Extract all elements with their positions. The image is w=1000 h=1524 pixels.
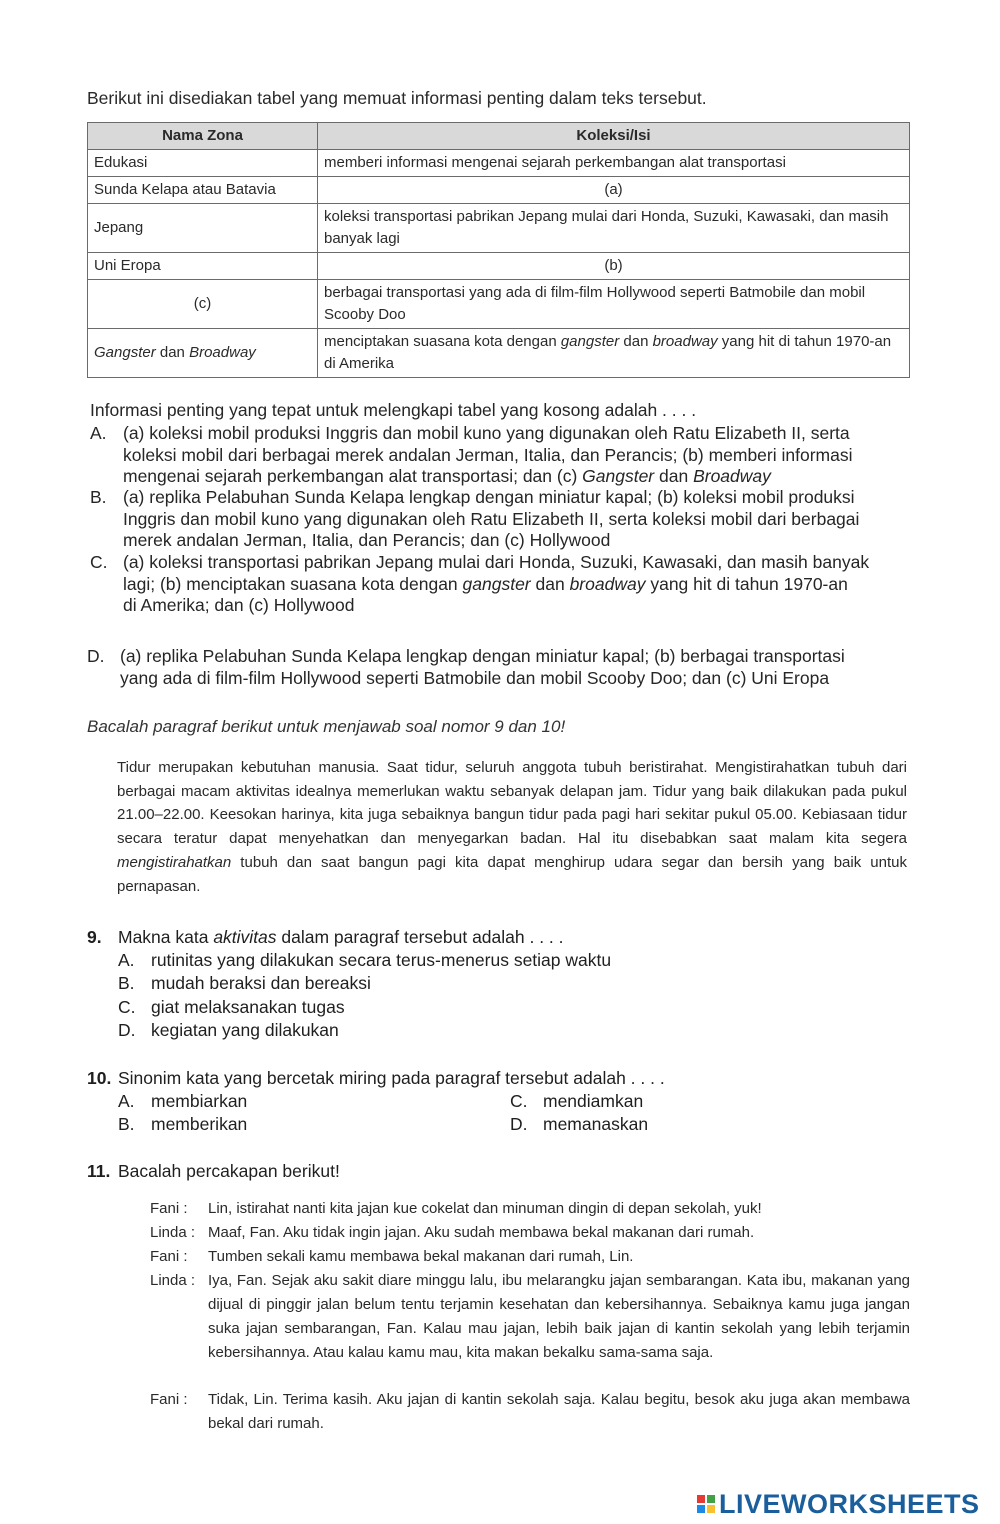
q8-option-c[interactable] (90, 552, 910, 618)
table-cell-isi: (a) (318, 177, 910, 204)
dialog-line (150, 1388, 910, 1436)
zona-text: dan (155, 344, 190, 361)
option-line: koleksi mobil dari berbagai merek andalan Jerman, Italia, dan Perancis; (b) memberi informasi (123, 444, 853, 465)
intro-text: Berikut ini disediakan tabel yang memuat informasi penting dalam teks tersebut. (87, 88, 707, 108)
logo-icon (697, 1495, 715, 1513)
option-line: mengenai sejarah perkembangan alat transportasi; dan (c) Gangster dan Broadway (123, 466, 771, 486)
table-header: Koleksi/Isi (318, 123, 910, 150)
q8-option-b[interactable] (90, 487, 910, 553)
option-letter: A. (90, 423, 107, 443)
option-line: (a) replika Pelabuhan Sunda Kelapa lengkap dengan miniatur kapal; (b) berbagai transportasi (120, 646, 845, 666)
table-row (88, 204, 910, 253)
utterance: Tumben sekali kamu membawa bekal makanan dari rumah, Lin. (208, 1248, 634, 1265)
table-row (88, 150, 910, 177)
option-letter: D. (87, 646, 105, 666)
isi-text: dan (619, 333, 653, 350)
q10-question: Sinonim kata yang bercetak miring pada paragraf tersebut adalah . . . . (118, 1068, 665, 1088)
q9-option-c[interactable]: C. giat melaksanakan tugas (118, 997, 345, 1017)
utterance: Tidak, Lin. Terima kasih. Aku jajan di kantin sekolah saja. Kalau begitu, besok aku juga akan membawa bekal dari rumah. (208, 1391, 910, 1432)
q10-option-b[interactable]: B. memberikan (118, 1114, 248, 1134)
table-cell-zona: Uni Eropa (88, 253, 318, 280)
table-row (88, 329, 910, 378)
utterance: Lin, istirahat nanti kita jajan kue cokelat dan minuman dingin di depan sekolah, yuk! (208, 1200, 762, 1217)
isi-text: yang hit di tahun 1970-an di Amerika (324, 333, 892, 372)
table-row (88, 177, 910, 204)
table-cell-isi: berbagai transportasi yang ada di film-film Hollywood seperti Batmobile dan mobil Scooby Doo (318, 280, 910, 329)
table-cell-zona: Edukasi (88, 150, 318, 177)
zona-italic: Broadway (189, 344, 256, 361)
table-row (88, 253, 910, 280)
isi-text: menciptakan suasana kota dengan (324, 333, 561, 350)
option-line: lagi; (b) menciptakan suasana kota dengan gangster dan broadway yang hit di tahun 1970-an (123, 573, 848, 594)
dialog-line (150, 1221, 910, 1245)
dialog-line (150, 1245, 910, 1269)
option-line: di Amerika; dan (c) Hollywood (123, 595, 355, 615)
table-header-row (88, 123, 910, 150)
option-line: (a) koleksi mobil produksi Inggris dan mobil kuno yang digunakan oleh Ratu Elizabeth II, serta (123, 423, 850, 443)
q9-number: 9. (87, 927, 102, 947)
italic-word: mengistirahatkan (117, 853, 232, 871)
speaker: Linda : (150, 1272, 196, 1289)
q10-option-a[interactable]: A. membiarkan (118, 1091, 248, 1111)
utterance: Maaf, Fan. Aku tidak ingin jajan. Aku sudah membawa bekal makanan dari rumah. (208, 1224, 755, 1241)
speaker: Linda : (150, 1224, 196, 1241)
q8-option-a[interactable] (90, 423, 910, 489)
option-letter: C. (90, 552, 108, 572)
q8-question: Informasi penting yang tepat untuk melengkapi tabel yang kosong adalah . . . . (90, 400, 697, 420)
liveworksheets-logo[interactable] (697, 1488, 980, 1520)
q11-number: 11. (87, 1161, 111, 1181)
reading-paragraph: Tidur merupakan kebutuhan manusia. Saat tidur, seluruh anggota tubuh beristirahat. Mengistirahatkan tubuh dari berbagai macam aktivitas idealnya memerlukan waktu sebanyak delapan jam. Tidur yang baik dilakukan pada pukul 21.00–22.00. Keesokan harinya, kita juga sebaiknya bangun tidur pada pagi hari sekitar pukul 05.00. Kebiasaan tidur secara teratur dapat menyehatkan dan menyegarkan badan. Hal itu disebabkan saat malam kita segera mengistirahatkan tubuh dan saat bangun pagi kita dapat menghirup udara segar dan bersih yang baik untuk pernapasan. (117, 759, 907, 895)
q10-number: 10. (87, 1068, 112, 1088)
table-cell-isi (318, 329, 910, 378)
dialog-line (150, 1269, 910, 1365)
option-line: Inggris dan mobil kuno yang digunakan oleh Ratu Elizabeth II, serta koleksi mobil dari berbagai (123, 508, 860, 529)
option-line: (a) koleksi transportasi pabrikan Jepang mulai dari Honda, Suzuki, Kawasaki, dan masih banyak (123, 552, 870, 572)
isi-italic: broadway (652, 333, 718, 350)
option-line: yang ada di film-film Hollywood seperti Batmobile dan mobil Scooby Doo; dan (c) Uni Eropa (120, 667, 830, 688)
zona-italic: Gangster (94, 344, 156, 361)
q10-option-c[interactable]: C. mendiamkan (510, 1091, 644, 1111)
option-line: merek andalan Jerman, Italia, dan Perancis; dan (c) Hollywood (123, 530, 611, 550)
q8-option-d[interactable] (87, 646, 910, 690)
option-letter: B. (90, 487, 107, 507)
speaker: Fani : (150, 1391, 188, 1408)
speaker: Fani : (150, 1200, 188, 1217)
instruction-text: Bacalah paragraf berikut untuk menjawab soal nomor 9 dan 10! (87, 717, 566, 736)
table-cell-isi: memberi informasi mengenai sejarah perkembangan alat transportasi (318, 150, 910, 177)
table-cell-zona: Jepang (88, 204, 318, 253)
isi-italic: gangster (560, 333, 620, 350)
table-cell-isi: (b) (318, 253, 910, 280)
q9-question: Makna kata aktivitas dalam paragraf tersebut adalah . . . . (118, 927, 564, 947)
q9-option-a[interactable]: A. rutinitas yang dilakukan secara terus-menerus setiap waktu (118, 950, 612, 970)
utterance: Iya, Fan. Sejak aku sakit diare minggu lalu, ibu melarangku jajan sembarangan. Kata ibu, makanan yang dijual di pinggir jalan belum tentu terjamin kesehatan dan kebersihannya. Sebaiknya kamu juga jangan suka jajan sembarangan, Fan. Kalau mau jajan, lebih baik jajan di kantin sekolah yang lebih terjamin kebersihannya. Atau kalau kamu mau, kita makan bekalku sama-sama saja. (208, 1272, 910, 1361)
speaker: Fani : (150, 1248, 188, 1265)
table-row (88, 280, 910, 329)
logo-text: LIVEWORKSHEETS (719, 1488, 980, 1519)
option-line: (a) replika Pelabuhan Sunda Kelapa lengkap dengan miniatur kapal; (b) koleksi mobil produksi (123, 487, 855, 507)
dialog-line (150, 1197, 910, 1221)
table-cell-zona (88, 329, 318, 378)
table-cell-zona: (c) (88, 280, 318, 329)
zone-table (87, 122, 910, 378)
table-cell-isi: koleksi transportasi pabrikan Jepang mulai dari Honda, Suzuki, Kawasaki, dan masih banyak lagi (318, 204, 910, 253)
q10-option-d[interactable]: D. memanaskan (510, 1114, 649, 1134)
table-header: Nama Zona (88, 123, 318, 150)
q9-option-d[interactable]: D. kegiatan yang dilakukan (118, 1020, 339, 1040)
table-cell-zona: Sunda Kelapa atau Batavia (88, 177, 318, 204)
q9-option-b[interactable]: B. mudah beraksi dan bereaksi (118, 973, 371, 993)
q11-question: Bacalah percakapan berikut! (118, 1161, 340, 1181)
